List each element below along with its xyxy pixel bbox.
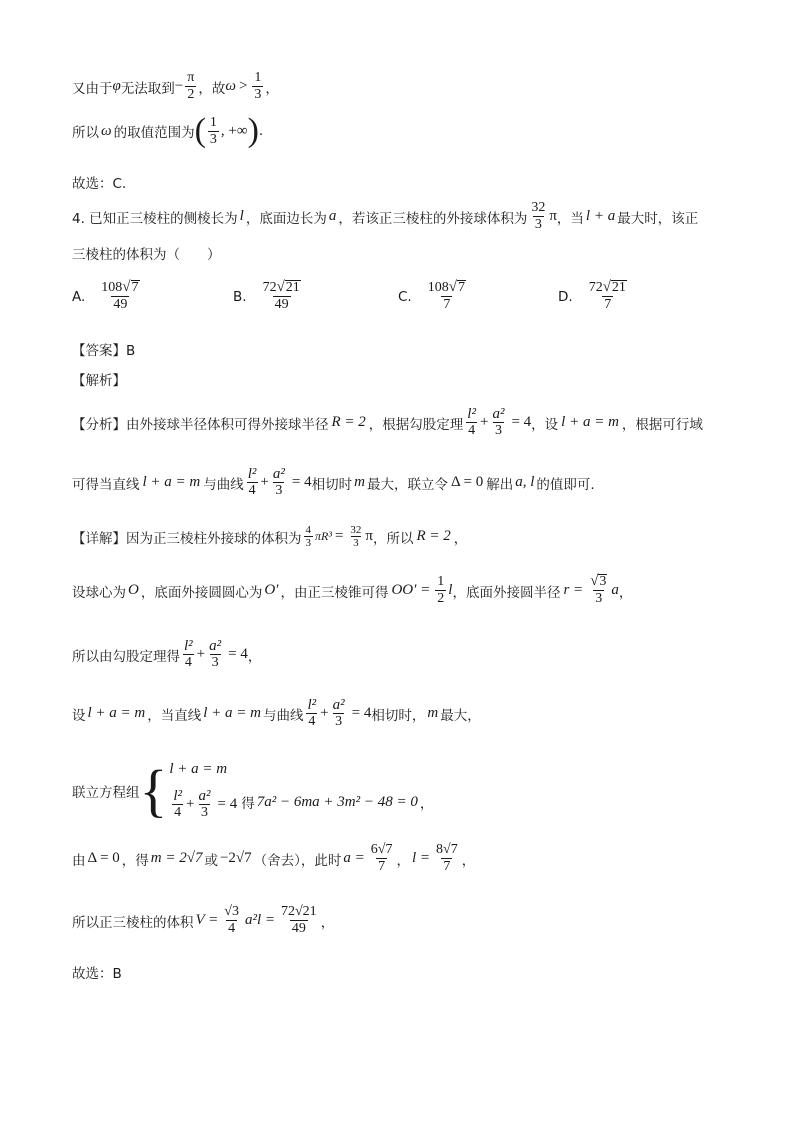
math-minus: −: [174, 78, 184, 94]
math-a2l: a²l =: [244, 912, 275, 928]
math-paren-left: (: [194, 112, 206, 149]
math-o-prime: O′: [264, 582, 279, 598]
final-answer: [72, 962, 122, 982]
option-value: 108 √ 7 49: [101, 279, 139, 312]
fraction-4-over-3: $\frac{4}{3}$: [305, 524, 311, 549]
analysis-line-2: [72, 466, 595, 499]
option-value: 72 √ 21 7: [588, 279, 626, 312]
math-plus: +: [479, 414, 489, 430]
math-m: m: [427, 705, 439, 721]
fraction-32-over-3: $\frac{32}{3}$: [531, 200, 546, 232]
fraction-l2-over-4: $\frac{\text{l²}}{4}$: [247, 466, 257, 498]
text: 联立方程组: [72, 785, 140, 801]
math-l-plus-a-eq-m: l + a = m: [87, 705, 146, 721]
fraction-one-third: $\frac{1}{3}$: [209, 114, 217, 147]
analysis-line-1: [72, 406, 703, 439]
fraction-l2-over-4: $\frac{\text{l²}}{4}$: [467, 406, 476, 438]
text: ，: [453, 530, 468, 547]
fraction-l2-over-4: $\frac{\text{l²}}{4}$: [184, 638, 193, 670]
fraction-72sqrt21-over-49: $\frac{72√21}{49}$: [281, 904, 317, 936]
text: ，: [247, 648, 262, 665]
option-value: 72 √ 21 49: [262, 279, 300, 312]
detail-line-5: [72, 756, 433, 826]
math-a-eq: a =: [343, 850, 365, 866]
math-m: m: [354, 474, 365, 490]
text: 又由于: [72, 80, 113, 97]
math-pi: π: [549, 208, 557, 224]
text: 与曲线: [203, 476, 244, 493]
text-line-3: [72, 172, 126, 192]
text: ，由正三棱锥可得: [280, 584, 389, 601]
text: 无法取到: [120, 80, 175, 97]
text: ，故: [198, 80, 226, 97]
text: 设: [72, 707, 86, 724]
math-l-plus-a-eq-m: l + a = m: [142, 474, 201, 490]
text: ，得: [121, 852, 149, 869]
text: ，所以: [373, 530, 414, 547]
detail-line-7: [72, 904, 334, 937]
answer: [72, 339, 135, 359]
detail-line-2: [72, 574, 632, 607]
text: 所以: [72, 125, 99, 141]
fraction-one-half: $\frac{1}{2}$: [437, 574, 445, 606]
math-brace: {: [139, 758, 168, 823]
question-4-line-1: [72, 200, 698, 233]
text: ，若该正三棱柱的外接球体积为: [338, 210, 528, 227]
math-plus: +: [320, 705, 329, 721]
fraction-l2-over-4: $\frac{\text{l²}}{4}$: [307, 697, 317, 729]
text: ，底面外接圆圆心为: [140, 584, 263, 601]
math-a-l: a, l: [515, 474, 535, 490]
text: ，: [396, 852, 410, 869]
math-pi: π: [365, 528, 373, 544]
text: 【分析】由外接球半径体积可得外接球半径: [72, 416, 329, 433]
answer-text: 【答案】B: [72, 343, 136, 359]
question-4-line-2: [72, 243, 221, 263]
text: 所以由勾股定理得: [72, 648, 180, 665]
math-o: O: [128, 582, 139, 598]
detail-line-1: [72, 524, 467, 549]
equation-system: [140, 756, 238, 826]
math-eq-4: = 4: [511, 414, 532, 430]
math-pi-r-cubed: πR³: [315, 529, 332, 543]
text: 或: [204, 852, 218, 869]
fraction-a2-over-3: $\frac{\text{a²}}{3}$: [332, 697, 345, 729]
text: 故选：C.: [72, 176, 127, 192]
text: 三棱柱的体积为（ ）: [72, 247, 221, 263]
text: 最大时，该正: [617, 210, 699, 227]
math-r-eq-2: R = 2: [331, 414, 366, 430]
text: 可得当直线: [72, 476, 140, 493]
text: ，根据勾股定理: [368, 416, 464, 433]
text: 故选：B: [72, 966, 122, 982]
fraction-one-third: $\frac{1}{3}$: [254, 70, 262, 102]
text: ，底面边长为: [245, 210, 327, 227]
math-a: a: [611, 582, 619, 598]
math-l-eq: l =: [411, 850, 431, 866]
math-r: r =: [563, 582, 584, 598]
option-value: 108 √ 7 7: [427, 279, 465, 312]
text: ，: [419, 796, 434, 812]
text: 最大，联立令: [366, 476, 448, 493]
math-v-eq: V =: [195, 912, 219, 928]
math-delta-eq-0: Δ = 0: [87, 850, 120, 866]
fraction-a2-over-3: $\frac{\text{a²}}{3}$: [272, 466, 285, 498]
text: 的取值范围为: [113, 125, 195, 141]
text: 相切时，: [371, 707, 426, 724]
text: ，: [618, 584, 633, 601]
math-a: a: [328, 208, 337, 224]
fraction-sqrt3-over-4: $\frac{√3}{4}$: [224, 904, 239, 936]
text: 最大，: [440, 707, 481, 724]
math-phi: φ: [112, 78, 121, 94]
math-delta-eq-0: Δ = 0: [450, 474, 484, 490]
text: ，当直线: [147, 707, 202, 724]
math-infinity: , +∞: [220, 122, 248, 139]
text: ，: [461, 852, 476, 869]
text: 与曲线: [263, 707, 304, 724]
math-eq-4: = 4: [228, 646, 248, 662]
math-oo-prime: OO′ =: [391, 582, 431, 598]
detail-line-6: [72, 842, 475, 875]
analysis-heading: [72, 369, 126, 389]
math-m-value: m = 2√7: [150, 850, 203, 866]
fraction-pi-over-2: $\frac{\pi}{2}$: [187, 70, 195, 102]
option-label: D.: [558, 288, 573, 305]
math-l-plus-a-eq-m: l + a = m: [169, 760, 228, 777]
text: ，: [320, 914, 335, 931]
text: ，设: [531, 416, 559, 433]
fraction-sqrt3-over-3: √ 3 3: [590, 573, 607, 606]
text: 所以正三棱柱的体积: [72, 914, 194, 931]
fraction-a2-over-3: $\frac{\text{a²}}{3}$: [209, 638, 222, 670]
math-m-rejected: −2√7: [219, 850, 252, 866]
fraction-6sqrt7-over-7: $\frac{6√7}{7}$: [370, 842, 393, 874]
math-quadratic-equation: 7a² − 6ma + 3m² − 48 = 0: [256, 793, 418, 810]
math-gt: >: [238, 78, 248, 94]
math-eq: =: [334, 528, 344, 544]
math-eq-4: = 4: [291, 474, 312, 490]
math-paren-right: ): [247, 112, 259, 149]
text: 由: [72, 852, 86, 869]
math-omega: ω: [225, 78, 236, 94]
detail-line-4: [72, 697, 481, 730]
math-omega: ω: [101, 122, 112, 139]
math-eq-4: = 4: [217, 795, 238, 812]
text: （舍去），此时: [253, 852, 342, 869]
math-plus: +: [196, 646, 206, 662]
math-l: l: [239, 208, 244, 224]
math-l-plus-a-eq-m: l + a = m: [203, 705, 261, 721]
text: 【详解】因为正三棱柱外接球的体积为: [72, 530, 302, 547]
math-plus: +: [186, 795, 195, 812]
text-line-2: [72, 114, 263, 148]
math-r-eq-2: R = 2: [416, 528, 451, 544]
text: 解出: [486, 476, 514, 493]
text: ，: [265, 80, 279, 97]
fraction-a2-over-3: $\frac{\text{a²}}{3}$: [492, 406, 505, 438]
text: 的值即可.: [536, 476, 595, 493]
fraction-8sqrt7-over-7: $\frac{8√7}{7}$: [436, 842, 458, 874]
text: 得: [241, 796, 255, 812]
analysis-text: 【解析】: [72, 373, 126, 389]
fraction-32-over-3: $\frac{32}{3}$: [350, 524, 362, 549]
option-b: [233, 280, 305, 313]
text: 设球心为: [72, 584, 126, 601]
text-line-1: [72, 70, 279, 103]
fraction-a2-over-3: $\frac{\text{a²}}{3}$: [198, 787, 211, 820]
option-label: C.: [398, 288, 412, 305]
math-l-plus-a-eq-m: l + a = m: [561, 414, 619, 430]
text: ，底面外接圆半径: [452, 584, 561, 601]
option-d: [558, 280, 631, 313]
text: ，当: [556, 210, 584, 227]
math-l-plus-a: l + a: [585, 208, 616, 224]
text: .: [258, 123, 264, 139]
option-c: [398, 280, 470, 313]
math-plus: +: [260, 474, 269, 490]
text: 4. 已知正三棱柱的侧棱长为: [72, 210, 238, 227]
fraction-l2-over-4: $\frac{\text{l²}}{4}$: [173, 787, 183, 820]
math-eq-4: = 4: [351, 705, 372, 721]
option-label: A.: [72, 288, 86, 305]
option-a: [72, 280, 144, 313]
text: 相切时: [311, 476, 353, 493]
detail-line-3: [72, 638, 261, 671]
text: ，根据可行域: [621, 416, 703, 433]
math-l: l: [448, 582, 453, 598]
option-label: B.: [233, 288, 247, 305]
